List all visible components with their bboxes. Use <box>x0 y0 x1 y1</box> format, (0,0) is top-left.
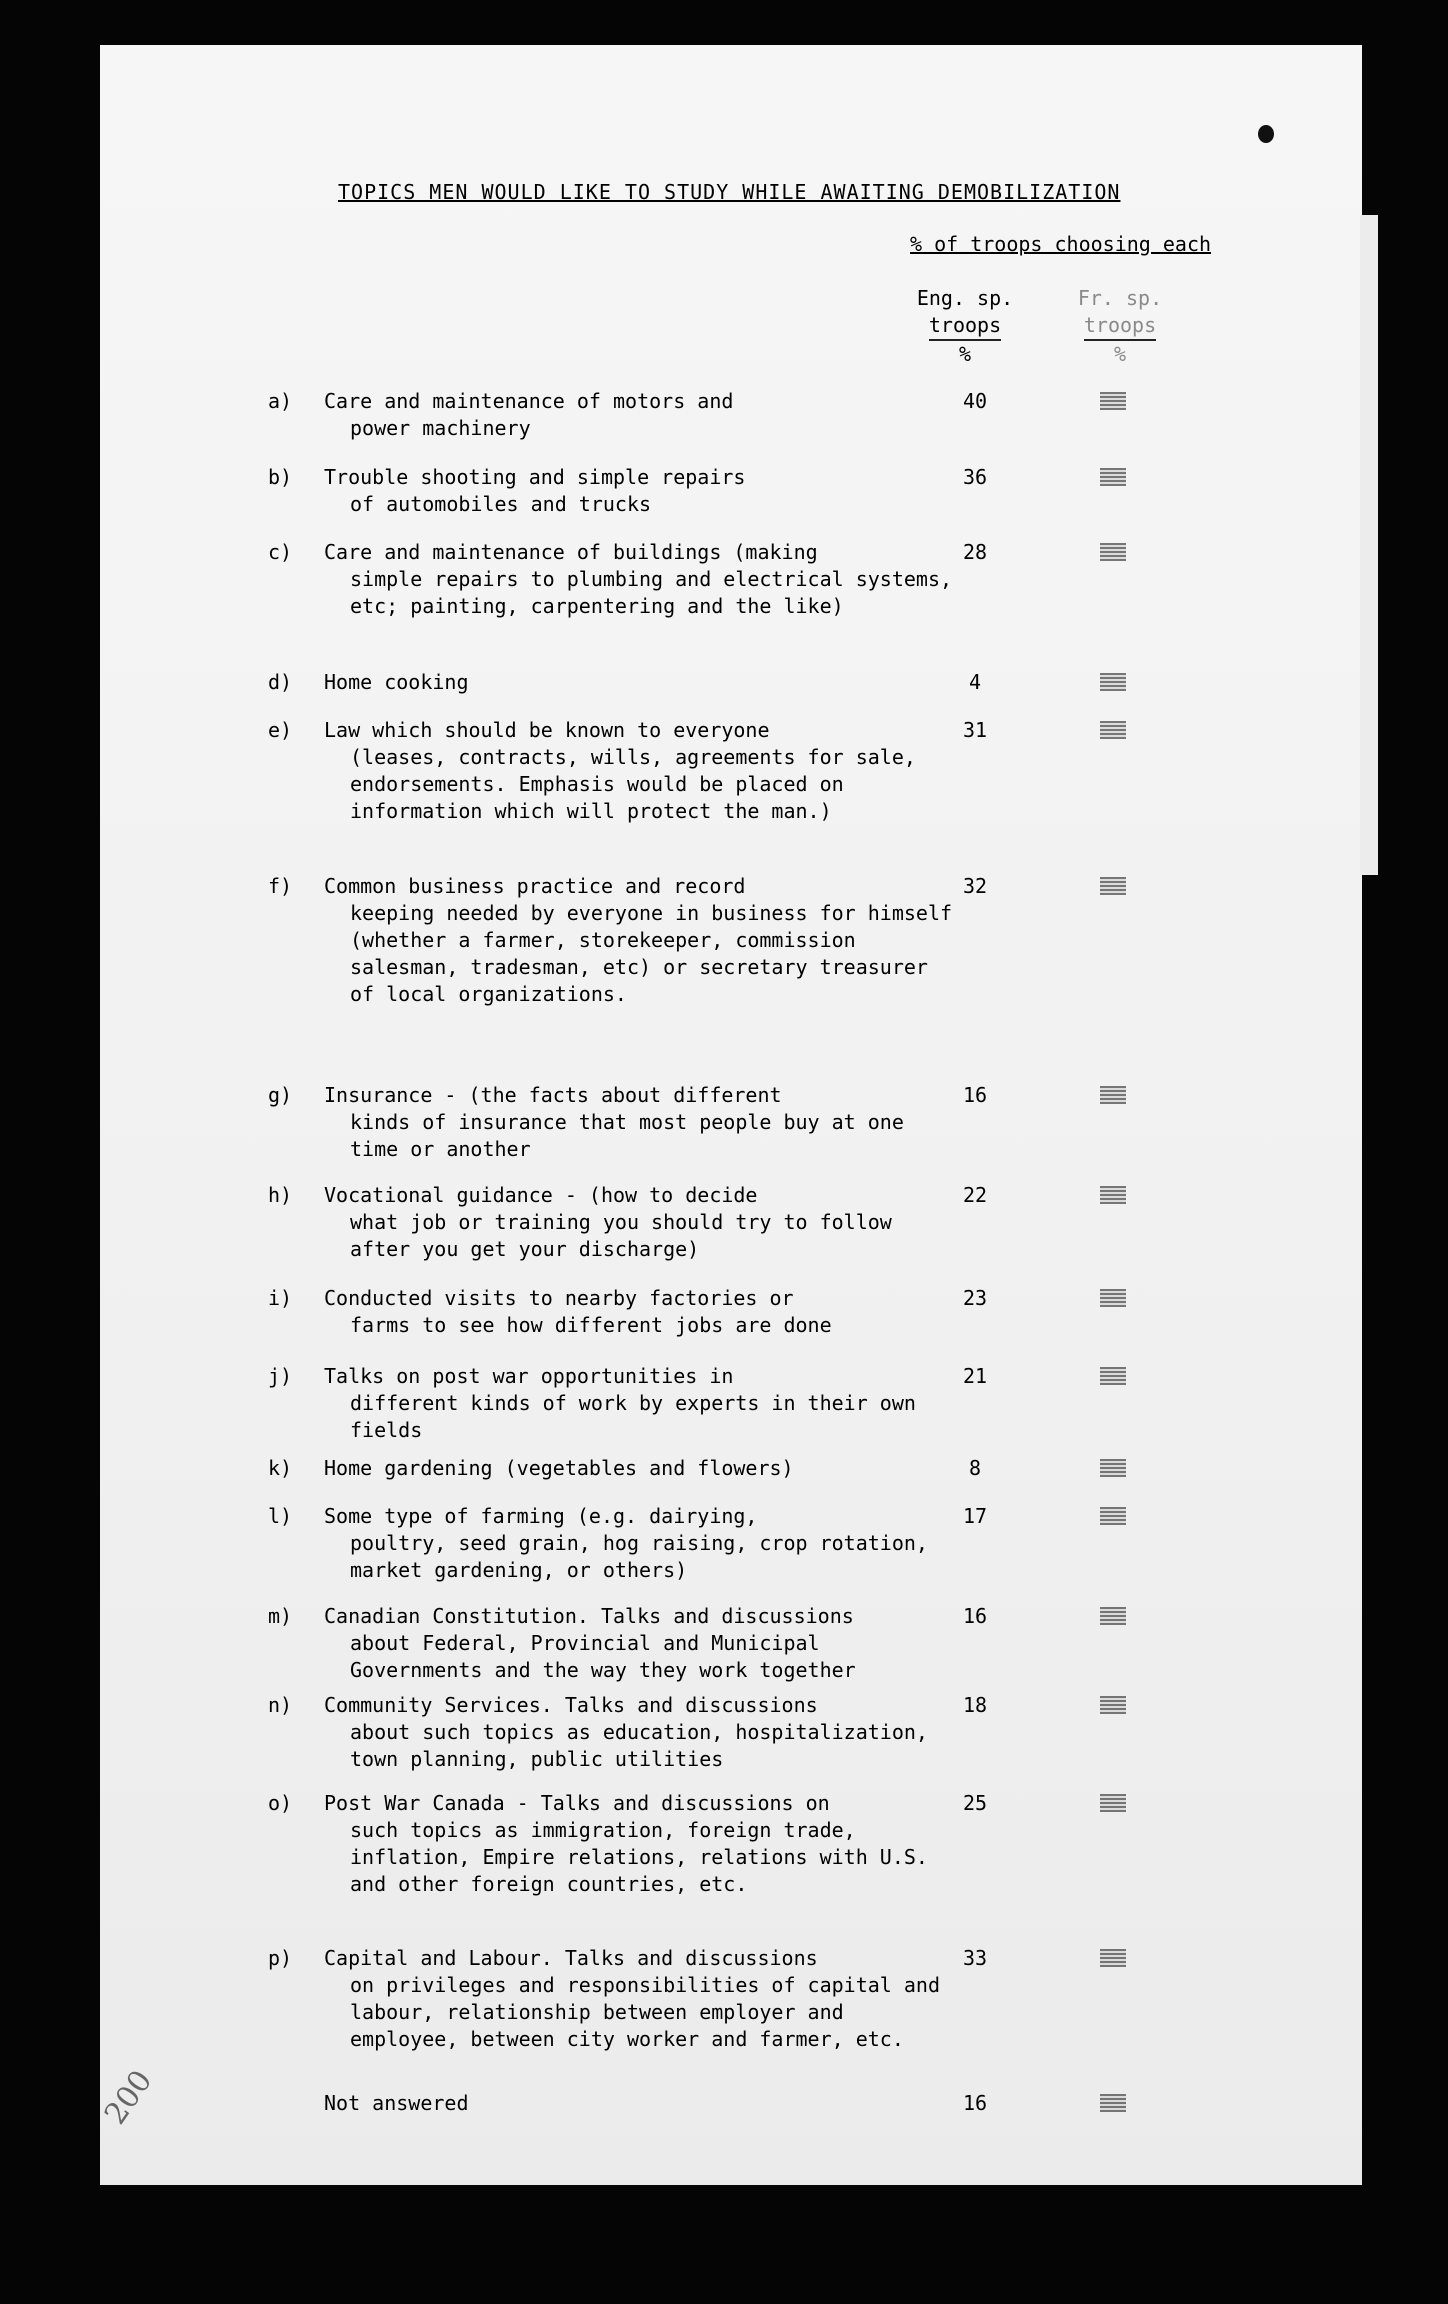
eng-percent: 31 <box>962 718 988 742</box>
margin-note: 200 <box>97 2064 160 2131</box>
eng-percent: 8 <box>968 1456 982 1480</box>
ink-blot <box>1258 125 1274 143</box>
topic-title: Not answered <box>324 2091 469 2115</box>
fr-percent-illegible <box>1100 1459 1126 1477</box>
topic-letter: k) <box>268 1456 293 1480</box>
fr-percent-illegible <box>1100 1607 1126 1625</box>
eng-percent: 22 <box>962 1183 988 1207</box>
eng-percent: 16 <box>962 1083 988 1107</box>
topic-letter: m) <box>268 1604 293 1628</box>
topic-detail: (leases, contracts, wills, agreements for sale, endorsements. Emphasis would be placed on information which will protect the man.) <box>350 745 916 823</box>
fr-percent-illegible <box>1100 1186 1126 1204</box>
percent-heading: % of troops choosing each <box>910 232 1212 256</box>
fr-percent-illegible <box>1100 543 1126 561</box>
topic-detail: kinds of insurance that most people buy at one time or another <box>350 1110 904 1161</box>
topic-title: Talks on post war opportunities in <box>324 1364 734 1388</box>
topic-letter: b) <box>268 465 293 489</box>
topic-letter: d) <box>268 670 293 694</box>
topic-letter: f) <box>268 874 293 898</box>
topic-title: Capital and Labour. Talks and discussions <box>324 1946 818 1970</box>
topic-title: Care and maintenance of buildings (making <box>324 540 818 564</box>
eng-percent: 17 <box>962 1504 988 1528</box>
topic-title: Vocational guidance - (how to decide <box>324 1183 758 1207</box>
topic-title: Community Services. Talks and discussions <box>324 1693 818 1717</box>
eng-percent: 32 <box>962 874 988 898</box>
topic-title: Post War Canada - Talks and discussions on <box>324 1791 830 1815</box>
fr-percent-illegible <box>1100 1794 1126 1812</box>
topic-letter: a) <box>268 389 293 413</box>
topic-detail: on privileges and responsibilities of capital and labour, relationship between employer and employee, between city worker and farmer, etc. <box>350 1973 941 2051</box>
topic-title: Home cooking <box>324 670 469 694</box>
topic-detail: different kinds of work by experts in their own fields <box>350 1391 916 1442</box>
topic-detail: power machinery <box>350 416 531 440</box>
topic-title: Canadian Constitution. Talks and discussions <box>324 1604 854 1628</box>
fr-percent-illegible <box>1100 1696 1126 1714</box>
page-title: TOPICS MEN WOULD LIKE TO STUDY WHILE AWAITING DEMOBILIZATION <box>338 180 1121 204</box>
topic-title: Some type of farming (e.g. dairying, <box>324 1504 758 1528</box>
topic-detail: poultry, seed grain, hog raising, crop rotation, market gardening, or others) <box>350 1531 928 1582</box>
topic-title: Conducted visits to nearby factories or <box>324 1286 794 1310</box>
fr-percent-illegible <box>1100 1289 1126 1307</box>
fr-percent-illegible <box>1100 877 1126 895</box>
topic-title: Care and maintenance of motors and <box>324 389 734 413</box>
fr-percent-illegible <box>1100 1507 1126 1525</box>
fr-percent-illegible <box>1100 2094 1126 2112</box>
topic-title: Home gardening (vegetables and flowers) <box>324 1456 794 1480</box>
eng-percent: 40 <box>962 389 988 413</box>
column-header-english: Eng. sp. troops % <box>916 286 1014 366</box>
eng-percent: 28 <box>962 540 988 564</box>
topic-title: Insurance - (the facts about different <box>324 1083 782 1107</box>
topic-letter: j) <box>268 1364 293 1388</box>
fr-percent-illegible <box>1100 468 1126 486</box>
topic-detail: such topics as immigration, foreign trade, inflation, Empire relations, relations with U.S. and other foreign countries, etc. <box>350 1818 928 1896</box>
eng-percent: 33 <box>962 1946 988 1970</box>
topic-letter: n) <box>268 1693 293 1717</box>
topic-detail: about such topics as education, hospitalization, town planning, public utilities <box>350 1720 928 1771</box>
eng-percent: 36 <box>962 465 988 489</box>
topic-detail: what job or training you should try to follow after you get your discharge) <box>350 1210 892 1261</box>
topic-detail: about Federal, Provincial and Municipal Governments and the way they work together <box>350 1631 856 1682</box>
fr-percent-illegible <box>1100 1086 1126 1104</box>
topic-title: Law which should be known to everyone <box>324 718 770 742</box>
eng-percent: 4 <box>968 670 982 694</box>
topic-detail: farms to see how different jobs are done <box>350 1313 832 1337</box>
fr-percent-illegible <box>1100 392 1126 410</box>
eng-percent: 18 <box>962 1693 988 1717</box>
topic-detail: keeping needed by everyone in business for himself (whether a farmer, storekeeper, commission salesman, tradesman, etc) or secretary treasurer of local organizations. <box>350 901 953 1006</box>
column-header-french: Fr. sp. troops % <box>1077 286 1163 366</box>
fr-percent-illegible <box>1100 721 1126 739</box>
topic-letter: e) <box>268 718 293 742</box>
topic-letter: c) <box>268 540 293 564</box>
topic-letter: g) <box>268 1083 293 1107</box>
topic-letter: l) <box>268 1504 293 1528</box>
eng-percent: 25 <box>962 1791 988 1815</box>
topic-title: Common business practice and record <box>324 874 746 898</box>
eng-percent: 21 <box>962 1364 988 1388</box>
topic-letter: h) <box>268 1183 293 1207</box>
eng-percent: 16 <box>962 1604 988 1628</box>
topic-letter: i) <box>268 1286 293 1310</box>
page-edge-tab <box>1360 215 1378 875</box>
eng-percent: 23 <box>962 1286 988 1310</box>
fr-percent-illegible <box>1100 673 1126 691</box>
fr-percent-illegible <box>1100 1367 1126 1385</box>
eng-percent: 16 <box>962 2091 988 2115</box>
topic-letter: o) <box>268 1791 293 1815</box>
topic-letter: p) <box>268 1946 293 1970</box>
topic-title: Trouble shooting and simple repairs <box>324 465 746 489</box>
fr-percent-illegible <box>1100 1949 1126 1967</box>
topic-detail: simple repairs to plumbing and electrical systems, etc; painting, carpentering and the like) <box>350 567 953 618</box>
topic-detail: of automobiles and trucks <box>350 492 652 516</box>
